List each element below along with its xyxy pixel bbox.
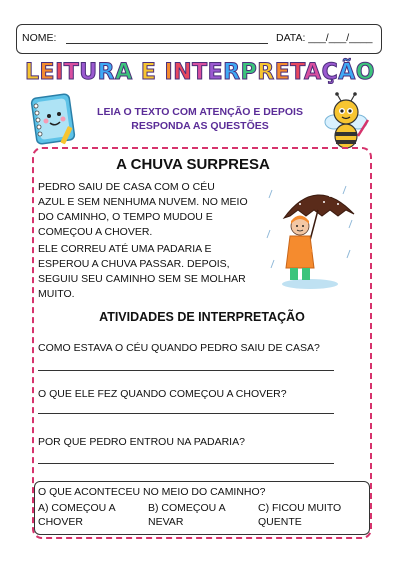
story-line: SEGUIU SEU CAMINHO SEM SE MOLHAR	[38, 273, 246, 285]
answer-line-1[interactable]	[38, 370, 334, 371]
name-label: NOME:	[22, 32, 57, 44]
story-line: PEDRO SAIU DE CASA COM O CÉU	[38, 181, 215, 193]
mc-option-b-line2[interactable]: NEVAR	[148, 516, 184, 528]
activities-title: ATIVIDADES DE INTERPRETAÇÃO	[99, 310, 305, 324]
answer-line-2[interactable]	[38, 413, 334, 414]
story-line: AZUL E SEM NENHUMA NUVEM. NO MEIO	[38, 196, 248, 208]
mc-option-c-line1[interactable]: C) FICOU MUITO	[258, 502, 342, 514]
instruction-line-2: RESPONDA AS QUESTÕES	[131, 120, 269, 132]
title-part-1: LEITURA E	[25, 60, 157, 85]
mc-question: O QUE ACONTECEU NO MEIO DO CAMINHO?	[38, 486, 266, 498]
mc-option-a-line2[interactable]: CHOVER	[38, 516, 83, 528]
instruction-line-1: LEIA O TEXTO COM ATENÇÃO E DEPOIS	[97, 106, 303, 118]
story-title: A CHUVA SURPRESA	[116, 156, 270, 173]
story-line: ELE CORREU ATÉ UMA PADARIA E	[38, 243, 212, 255]
question-1: COMO ESTAVA O CÉU QUANDO PEDRO SAIU DE CASA?	[38, 342, 320, 354]
mc-option-a-line1[interactable]: A) COMEÇOU A	[38, 502, 116, 514]
story-line: ESPEROU A CHUVA PASSAR. DEPOIS,	[38, 258, 230, 270]
question-3: POR QUE PEDRO ENTROU NA PADARIA?	[38, 436, 245, 448]
story-line: COMEÇOU A CHOVER.	[38, 226, 153, 238]
question-2: O QUE ELE FEZ QUANDO COMEÇOU A CHOVER?	[38, 388, 287, 400]
answer-line-3[interactable]	[38, 463, 334, 464]
boy-umbrella-illustration	[266, 180, 358, 292]
story-line: MUITO.	[38, 288, 75, 300]
mc-option-c-line2[interactable]: QUENTE	[258, 516, 302, 528]
mc-option-b-line1[interactable]: B) COMEÇOU A	[148, 502, 226, 514]
name-field[interactable]	[66, 43, 268, 44]
date-field[interactable]: DATA: ___/___/____	[276, 32, 373, 44]
page-title	[0, 60, 400, 85]
story-line: DO CAMINHO, O TEMPO MUDOU E	[38, 211, 213, 223]
title-part-2: INTERPRETAÇÃO	[164, 60, 375, 85]
